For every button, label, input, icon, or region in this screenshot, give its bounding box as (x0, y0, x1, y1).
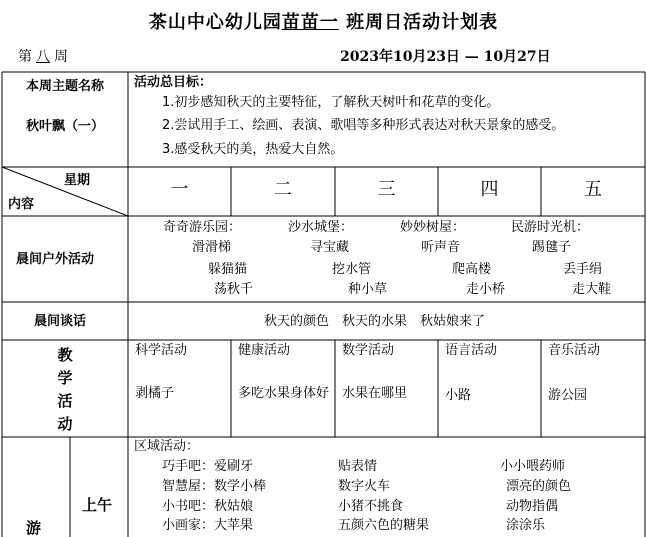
goals-label: 活动总目标： (134, 75, 213, 90)
area-activity: 小小喂药师 (500, 459, 566, 474)
goal-item: 3.感受秋天的美，热爱大自然。 (162, 142, 344, 157)
outdoor-activity: 种小草 (348, 282, 388, 297)
class-name: 苗苗一 (281, 12, 339, 33)
activity-topic: 游公园 (548, 388, 588, 403)
outdoor-label: 晨间户外活动 (16, 252, 95, 267)
area-label: 区域活动： (134, 439, 200, 454)
outdoor-activity: 荡秋千 (214, 282, 254, 297)
area-activity: 五颜六色的糖果 (338, 518, 430, 533)
outdoor-area: 沙水城堡： (288, 220, 354, 235)
outdoor-activity: 爬高楼 (452, 262, 492, 277)
theme-name: 秋叶飘（一） (25, 119, 104, 134)
date-range: 2023年10月23日 — 10月27日 (340, 49, 551, 65)
theme-label: 本周主题名称 (25, 79, 104, 94)
activity-type: 健康活动 (238, 343, 291, 358)
activity-type: 语言活动 (445, 343, 498, 358)
outdoor-area: 奇奇游乐园： (163, 220, 242, 235)
activity-type: 数学活动 (342, 343, 395, 358)
outdoor-activity: 滑滑梯 (192, 240, 232, 255)
area-activity: 漂亮的颜色 (506, 479, 572, 494)
outdoor-activity: 走大鞋 (572, 282, 612, 297)
week-label: 第 八 周 (18, 49, 68, 65)
outdoor-activity: 挖水管 (332, 262, 372, 277)
outdoor-activity: 听声音 (421, 240, 461, 255)
outdoor-activity: 走小桥 (466, 282, 506, 297)
area-activity: 贴表情 (338, 459, 378, 474)
games-label: 游 (26, 519, 42, 537)
outdoor-area: 妙妙树屋： (400, 220, 466, 235)
activity-topic: 多吃水果身体好 (238, 386, 330, 401)
outdoor-activity: 寻宝藏 (310, 240, 350, 255)
goal-item: 1.初步感知秋天的主要特征，了解秋天树叶和花草的变化。 (162, 95, 500, 110)
talk-content: 秋天的颜色 秋天的水果 秋姑娘来了 (264, 314, 486, 329)
area-activity: 小画家：大苹果 (162, 518, 254, 533)
outdoor-activity: 踢毽子 (532, 240, 572, 255)
goal-item: 2.尝试用手工、绘画、表演、歌唱等多种形式表达对秋天景象的感受。 (162, 118, 565, 133)
star-label: 星期 (64, 173, 91, 188)
activity-type: 音乐活动 (548, 343, 601, 358)
content-label: 内容 (8, 197, 35, 212)
talk-label: 晨间谈话 (34, 314, 87, 329)
day-thursday: 四 (480, 179, 499, 200)
outdoor-activity: 丢手绢 (563, 262, 603, 277)
activity-topic: 小路 (445, 388, 472, 403)
activity-topic: 水果在哪里 (342, 386, 408, 401)
outdoor-activity: 躲猫猫 (208, 262, 248, 277)
page-title: 茶山中心幼儿园苗苗一 班周日活动计划表 (148, 12, 499, 33)
activity-type: 科学活动 (135, 343, 188, 358)
area-activity: 小书吧：秋姑娘 (162, 499, 254, 514)
week-number: 八 (36, 49, 50, 65)
day-tuesday: 二 (274, 179, 292, 200)
outdoor-area: 民游时光机： (511, 220, 590, 235)
area-activity: 巧手吧：爱刷牙 (162, 459, 254, 474)
day-wednesday: 三 (377, 179, 396, 200)
area-activity: 涂涂乐 (506, 518, 546, 533)
area-activity: 动物指偶 (506, 499, 559, 514)
area-activity: 小猪不挑食 (338, 499, 404, 514)
area-activity: 智慧屋：数学小棒 (162, 479, 267, 494)
area-activity: 数字火车 (338, 479, 391, 494)
day-monday: 一 (170, 179, 189, 200)
morning-label: 上午 (82, 496, 113, 514)
activity-topic: 剥橘子 (135, 386, 175, 401)
day-friday: 五 (584, 179, 602, 200)
teaching-label: 教 学 活 动 (57, 346, 73, 433)
